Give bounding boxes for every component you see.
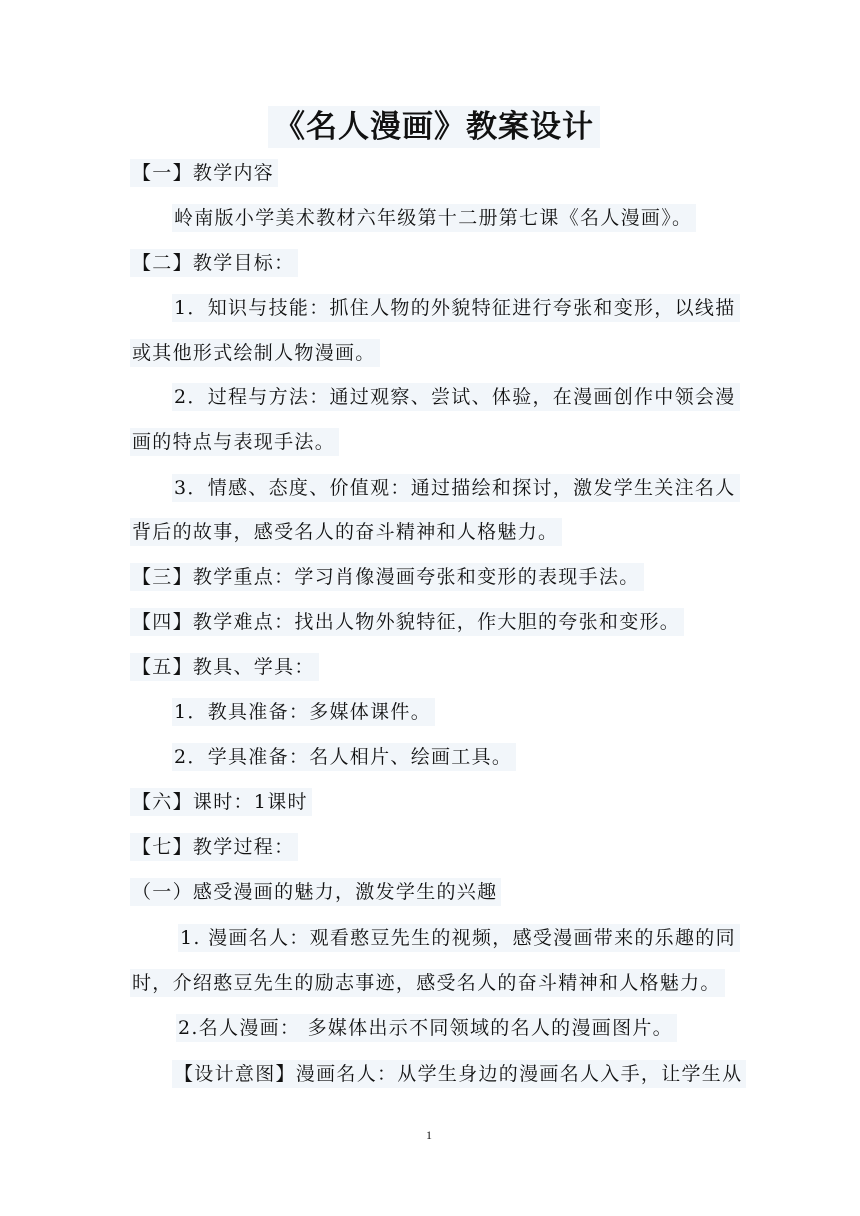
section-heading-content: 【一】教学内容 [130, 160, 278, 186]
document-title: 《名人漫画》教案设计 [268, 106, 600, 148]
objective-3-line-2: 背后的故事，感受名人的奋斗精神和人格魅力。 [130, 519, 562, 545]
tools-item-1: 1．教具准备：多媒体课件。 [172, 699, 435, 725]
section-difficulties: 【四】教学难点：找出人物外貌特征，作大胆的夸张和变形。 [130, 609, 684, 635]
tools-item-2: 2．学具准备：名人相片、绘画工具。 [172, 744, 516, 770]
objective-1-line-1: 1．知识与技能：抓住人物的外貌特征进行夸张和变形，以线描 [172, 295, 740, 321]
process-subheading-1: （一）感受漫画的魅力，激发学生的兴趣 [130, 879, 501, 905]
section-heading-objectives: 【二】教学目标： [130, 250, 298, 276]
section-key-points: 【三】教学重点：学习肖像漫画夸张和变形的表现手法。 [130, 564, 644, 590]
section-class-hours: 【六】课时：1课时 [130, 789, 312, 815]
objective-3-line-1: 3．情感、态度、价值观：通过描绘和探讨，激发学生关注名人 [172, 475, 740, 501]
objective-2-line-2: 画的特点与表现手法。 [130, 429, 339, 455]
design-intent-line: 【设计意图】漫画名人：从学生身边的漫画名人入手，让学生从 [172, 1061, 746, 1087]
objective-1-line-2: 或其他形式绘制人物漫画。 [130, 340, 380, 366]
paragraph-content: 岭南版小学美术教材六年级第十二册第七课《名人漫画》。 [172, 205, 696, 231]
section-heading-process: 【七】教学过程： [130, 834, 298, 860]
process-item-1-line-1: 1. 漫画名人：观看憨豆先生的视频，感受漫画带来的乐趣的同 [178, 925, 740, 951]
process-item-2: 2.名人漫画： 多媒体出示不同领域的名人的漫画图片。 [176, 1015, 677, 1041]
section-heading-tools: 【五】教具、学具： [130, 654, 319, 680]
objective-2-line-1: 2．过程与方法：通过观察、尝试、体验，在漫画创作中领会漫 [172, 384, 740, 410]
page-number: 1 [426, 1128, 432, 1142]
process-item-1-line-2: 时，介绍憨豆先生的励志事迹，感受名人的奋斗精神和人格魅力。 [130, 970, 725, 996]
